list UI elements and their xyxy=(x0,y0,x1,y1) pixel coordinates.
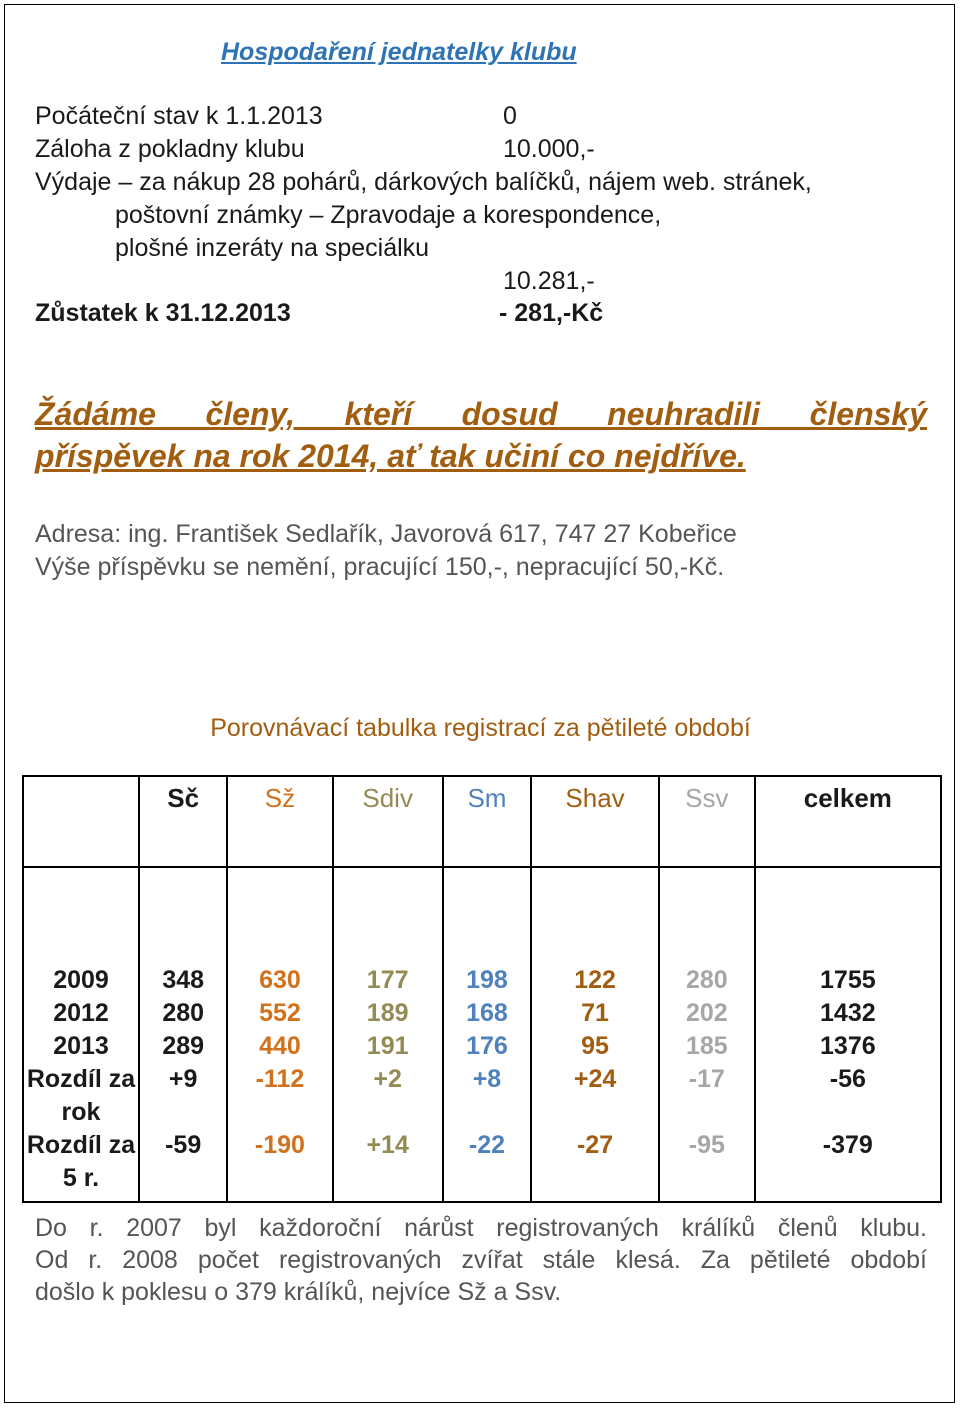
start-balance-label: Počáteční stav k 1.1.2013 xyxy=(35,102,323,130)
advance-value: 10.000,- xyxy=(503,135,595,163)
table-row xyxy=(23,1030,941,1063)
table-row xyxy=(23,997,941,1030)
summary-line-1: Do r. 2007 byl každoroční nárůst registrovaných králíků členů klubu. xyxy=(35,1214,927,1242)
cell-sdiv: 177 xyxy=(333,867,443,997)
expenses-line-2: poštovní známky – Zpravodaje a korespondence, xyxy=(115,201,662,229)
cell-sz: -190 xyxy=(227,1129,332,1202)
header-empty xyxy=(23,776,139,867)
header-sm: Sm xyxy=(443,776,531,867)
cell-shav: -27 xyxy=(531,1129,659,1202)
expenses-value: 10.281,- xyxy=(503,267,595,295)
row-label: Rozdíl za rok xyxy=(23,1063,139,1129)
cell-celkem: -56 xyxy=(755,1063,941,1129)
cell-ssv: 185 xyxy=(659,1030,755,1063)
header-sdiv: Sdiv xyxy=(333,776,443,867)
registration-table xyxy=(22,775,942,1203)
fee-appeal-line-1: Žádáme členy, kteří dosud neuhradili členský xyxy=(35,396,927,432)
cell-shav: +24 xyxy=(531,1063,659,1129)
table-header-row xyxy=(23,776,941,867)
row-label: 2012 xyxy=(23,997,139,1030)
cell-sc: 280 xyxy=(139,997,227,1030)
cell-ssv: 202 xyxy=(659,997,755,1030)
cell-sc: 289 xyxy=(139,1030,227,1063)
header-ssv: Ssv xyxy=(659,776,755,867)
row-label: 2013 xyxy=(23,1030,139,1063)
cell-sm: 168 xyxy=(443,997,531,1030)
cell-sm: 198 xyxy=(443,867,531,997)
table-row xyxy=(23,1129,941,1202)
fee-info: Výše příspěvku se nemění, pracující 150,-, nepracující 50,-Kč. xyxy=(35,553,725,581)
expenses-line-3: plošné inzeráty na speciálku xyxy=(115,234,430,262)
fee-appeal xyxy=(35,393,927,477)
cell-celkem: 1376 xyxy=(755,1030,941,1063)
cell-shav: 71 xyxy=(531,997,659,1030)
cell-sm: +8 xyxy=(443,1063,531,1129)
cell-sz: 440 xyxy=(227,1030,332,1063)
summary-text xyxy=(35,1212,927,1308)
balance-value: - 281,-Kč xyxy=(499,299,604,327)
cell-celkem: 1432 xyxy=(755,997,941,1030)
summary-line-2: Od r. 2008 počet registrovaných zvířat stále klesá. Za pětileté období xyxy=(35,1246,927,1274)
cell-celkem: -379 xyxy=(755,1129,941,1202)
contact-address: Adresa: ing. František Sedlařík, Javorová 617, 747 27 Kobeřice xyxy=(35,520,737,548)
cell-sc: 348 xyxy=(139,867,227,997)
cell-ssv: 280 xyxy=(659,867,755,997)
advance-label: Záloha z pokladny klubu xyxy=(35,135,305,163)
header-sc: Sč xyxy=(139,776,227,867)
cell-sz: 552 xyxy=(227,997,332,1030)
cell-shav: 95 xyxy=(531,1030,659,1063)
cell-sc: -59 xyxy=(139,1129,227,1202)
header-shav: Shav xyxy=(531,776,659,867)
cell-ssv: -95 xyxy=(659,1129,755,1202)
cell-sdiv: 191 xyxy=(333,1030,443,1063)
cell-sdiv: +2 xyxy=(333,1063,443,1129)
cell-sdiv: 189 xyxy=(333,997,443,1030)
start-balance-value: 0 xyxy=(503,102,517,130)
cell-ssv: -17 xyxy=(659,1063,755,1129)
row-label: 2009 xyxy=(23,867,139,997)
cell-shav: 122 xyxy=(531,867,659,997)
cell-sc: +9 xyxy=(139,1063,227,1129)
fee-appeal-line-2: příspěvek na rok 2014, ať tak učiní co nejdříve. xyxy=(35,438,746,474)
cell-sm: 176 xyxy=(443,1030,531,1063)
cell-sm: -22 xyxy=(443,1129,531,1202)
cell-sz: -112 xyxy=(227,1063,332,1129)
table-row xyxy=(23,867,941,997)
table-row xyxy=(23,1063,941,1129)
cell-sz: 630 xyxy=(227,867,332,997)
document-page xyxy=(4,4,955,1403)
cell-celkem: 1755 xyxy=(755,867,941,997)
page-title: Hospodaření jednatelky klubu xyxy=(221,38,577,66)
header-celkem: celkem xyxy=(755,776,941,867)
summary-line-3: došlo k poklesu o 379 králíků, nejvíce Sž a Ssv. xyxy=(35,1278,562,1306)
balance-label: Zůstatek k 31.12.2013 xyxy=(35,299,291,327)
cell-sdiv: +14 xyxy=(333,1129,443,1202)
expenses-line-1: Výdaje – za nákup 28 pohárů, dárkových balíčků, nájem web. stránek, xyxy=(35,168,812,196)
row-label: Rozdíl za 5 r. xyxy=(23,1129,139,1202)
header-sz: Sž xyxy=(227,776,332,867)
table-title: Porovnávací tabulka registrací za pětileté období xyxy=(210,714,751,742)
